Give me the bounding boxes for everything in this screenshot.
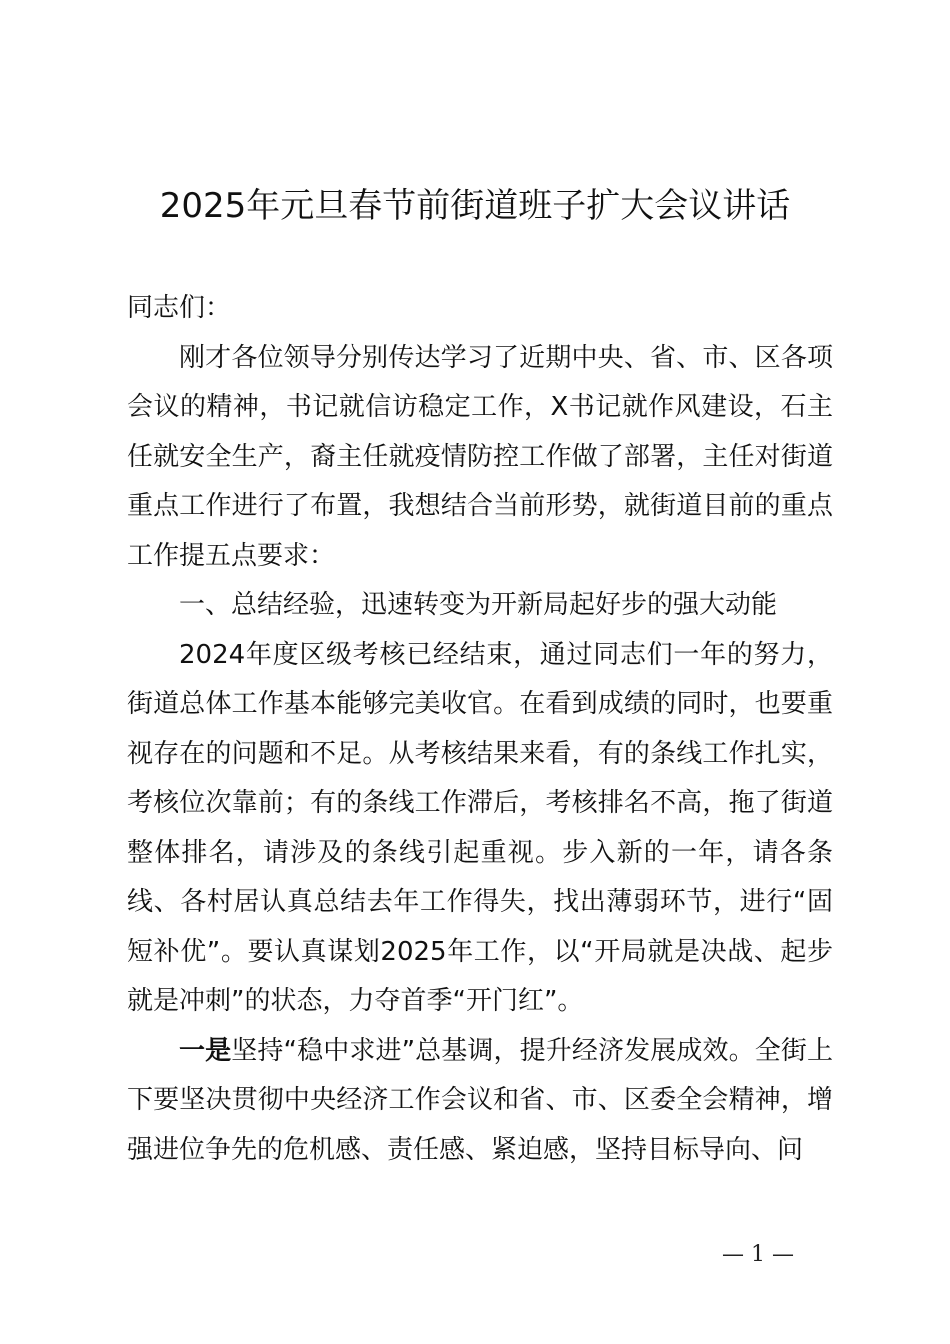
page-number: — 1 — <box>722 1242 794 1267</box>
point-one-lead: 一是 <box>179 1035 232 1066</box>
section-heading-1: 一、总结经验，迅速转变为开新局起好步的强大动能 <box>179 590 778 620</box>
paragraph-intro: 刚才各位领导分别传达学习了近期中央、省、市、区各项会议的精神，书记就信访稳定工作，X书记就作风建设，石主任就安全生产，裔主任就疫情防控工作做了部署，主任对街道重点工作进行了布置，我想结合当前形势，就街道目前的重点工作提五点要求： <box>127 342 833 571</box>
paragraph-review: 2024年度区级考核已经结束，通过同志们一年的努力，街道总体工作基本能够完美收官。在看到成绩的同时，也要重视存在的问题和不足。从考核结果来看，有的条线工作扎实，考核位次靠前；有的条线工作滞后，考核排名不高，拖了街道整体排名，请涉及的条线引起重视。步入新的一年，请各条线、各村居认真总结去年工作得失，找出薄弱环节，进行“固短补优”。要认真谋划2025年工作，以“开局就是决战、起步就是冲刺”的状态，力夺首季“开门红”。 <box>127 639 833 1016</box>
page-title: 2025年元旦春节前街道班子扩大会议讲话 <box>159 186 791 226</box>
salutation: 同志们： <box>127 293 232 323</box>
paragraph-point-one <box>127 1027 833 1176</box>
document-body <box>127 284 833 1175</box>
point-one-text: 坚持“稳中求进”总基调，提升经济发展成效。全街上下要坚决贯彻中央经济工作会议和省、市、区委全会精神，增强进位争先的危机感、责任感、紧迫感，坚持目标导向、问 <box>127 1035 833 1165</box>
